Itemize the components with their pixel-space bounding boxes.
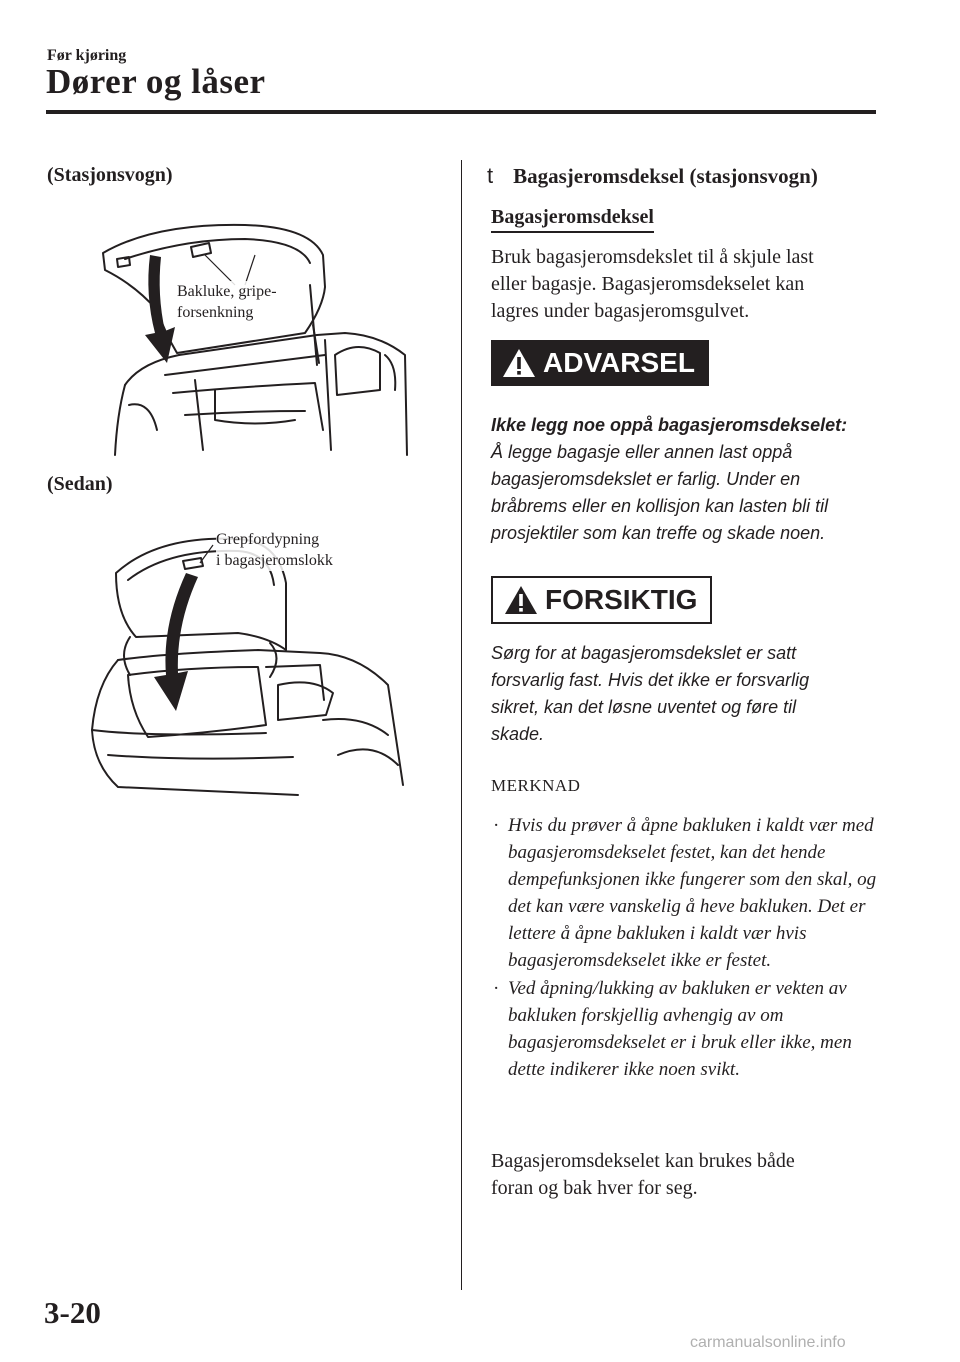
figure-caption-sedan: (Sedan): [47, 473, 113, 495]
figure-caption-wagon: (Stasjonsvogn): [47, 164, 173, 186]
note-list: [491, 812, 886, 1084]
warning-triangle-icon: [501, 347, 537, 379]
caution-triangle-icon: [503, 584, 539, 616]
intro-paragraph: Bruk bagasjeromsdekslet til å skjule last eller bagasje. Bagasjeromsdekselet kan lagres under bagasjeromsgulvet.: [491, 246, 814, 322]
warning-text: Ikke legg noe oppå bagasjeromsdekselet: Å legge bagasje eller annen last oppå bagasjeromsdekslet er farlig. Under en bråbrems eller en kollisjon kan lasten bli til prosjektiler som kan treffe og skade noen.: [491, 415, 848, 543]
subheading: Bagasjeromsdeksel: [491, 206, 654, 233]
header-rule: [46, 110, 876, 114]
watermark: carmanualsonline.info: [690, 1334, 846, 1351]
note-label: MERKNAD: [491, 776, 581, 795]
warning-badge: [491, 340, 709, 386]
section-heading: [487, 163, 818, 189]
wagon-illustration: [95, 215, 415, 465]
note-item: · Hvis du prøver å åpne bakluken i kaldt vær med bagasjeromsdekselet festet, kan det hende dempefunksjonen ikke fungerer som den skal, og det kan være vanskelig å heve bakluken. Det er lettere å åpne bakluken i kaldt vær hvis bagasjeromsdekselet ikke er festet.: [493, 815, 877, 971]
figure-sedan-trunk: [88, 525, 410, 800]
figure-label-wagon: Bakluke, gripe- forsenkning: [177, 283, 277, 321]
caution-badge-label: FORSIKTIG: [545, 584, 698, 615]
caution-badge: [491, 576, 712, 624]
warning-title: Ikke legg noe oppå bagasjeromsdekselet:: [491, 415, 848, 435]
caution-text: Sørg for at bagasjeromsdekslet er satt forsvarlig fast. Hvis det ikke er forsvarlig sikret, kan det løsne uventet og føre til skade.: [491, 643, 810, 744]
chapter-title: Dører og låser: [46, 62, 266, 101]
closing-paragraph: Bagasjeromsdekselet kan brukes både foran og bak hver for seg.: [491, 1150, 795, 1199]
figure-label-sedan: Grepfordypning i bagasjeromslokk: [216, 531, 333, 569]
section-label: Før kjøring: [47, 47, 127, 64]
figure-wagon-tailgate: [95, 215, 415, 465]
page-number: 3-20: [44, 1295, 101, 1330]
column-divider: [461, 160, 462, 1290]
section-heading-text: Bagasjeromsdeksel (stasjonsvogn): [513, 163, 818, 188]
warning-badge-label: ADVARSEL: [543, 347, 695, 378]
heading-bullet: t: [487, 163, 494, 188]
note-item: · Ved åpning/lukking av bakluken er vekten av bakluken forskjellig avhengig av om bagasjeromsdekselet er i bruk eller ikke, men dette indikerer ikke noen svikt.: [493, 978, 852, 1080]
